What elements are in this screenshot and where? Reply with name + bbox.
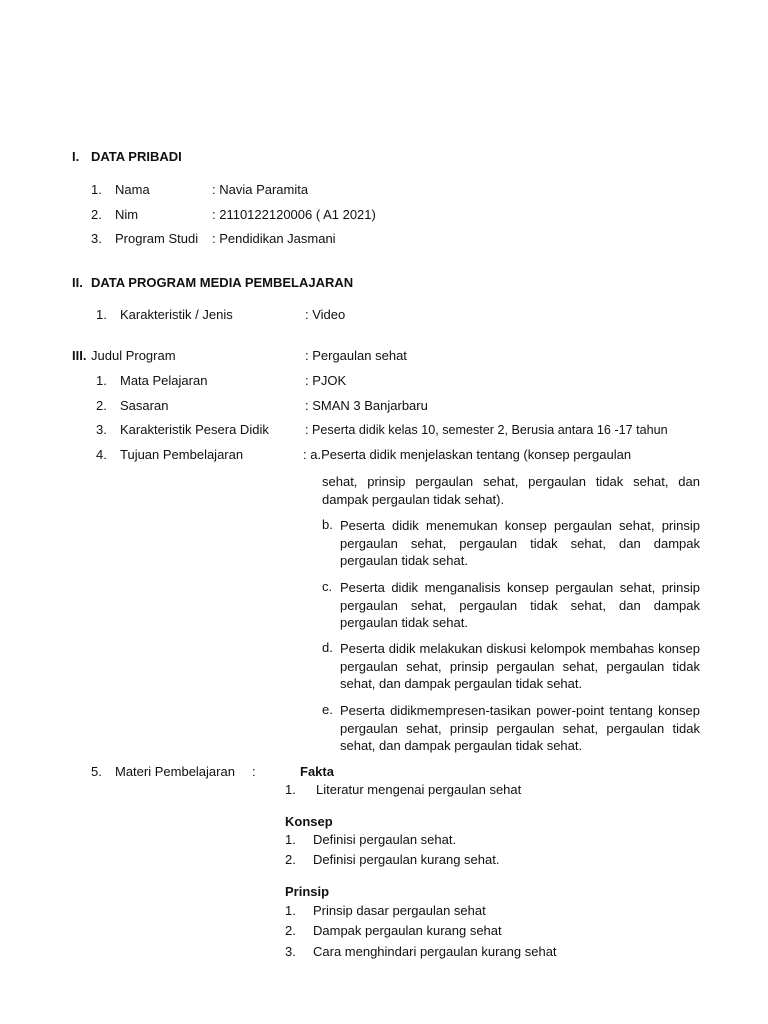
list-number: 2. — [285, 852, 296, 867]
field-value: : SMAN 3 Banjarbaru — [305, 398, 428, 413]
section-3-value: : Pergaulan sehat — [305, 348, 407, 363]
list-item: Definisi pergaulan sehat. — [313, 832, 457, 847]
item-number: 1. — [96, 307, 107, 322]
list-number: 1. — [285, 832, 296, 847]
field-value: : Navia Paramita — [212, 182, 309, 197]
list-item: Dampak pergaulan kurang sehat — [313, 923, 502, 938]
field-value: : PJOK — [305, 373, 347, 388]
field-label: Program Studi — [115, 231, 199, 246]
field-value: : Peserta didik kelas 10, semester 2, Berusia antara 16 -17 tahun — [305, 423, 668, 437]
item-number: 4. — [96, 447, 107, 462]
field-label: Karakteristik / Jenis — [120, 307, 233, 322]
field-label: Nama — [115, 182, 150, 197]
field-label: Karakteristik Pesera Didik — [120, 422, 269, 437]
field-value: : Video — [305, 307, 346, 322]
item-number: 2. — [91, 207, 102, 222]
section-3-label: Judul Program — [91, 348, 176, 363]
objective-letter: c. — [322, 579, 333, 594]
field-label: Sasaran — [120, 398, 169, 413]
item-number: 3. — [91, 231, 102, 246]
field-label: Tujuan Pembelajaran — [120, 447, 244, 462]
objective-letter: d. — [322, 640, 333, 655]
list-number: 1. — [285, 782, 296, 797]
objective-a-first-line: : a.Peserta didik menjelaskan tentang (konsep pergaulan — [303, 447, 632, 462]
item-number: 1. — [91, 182, 102, 197]
konsep-heading: Konsep — [285, 814, 333, 829]
objective-item: Peserta didik melakukan diskusi kelompok membahas konsep pergaulan sehat, prinsip pergaulan sehat, pergaulan tidak sehat, dan dampak pergaulan tidak sehat. — [340, 641, 700, 691]
objective-item: Peserta didik menemukan konsep pergaulan sehat, prinsip pergaulan sehat, pergaulan tidak sehat, dan dampak pergaulan tidak sehat. — [340, 518, 700, 568]
objective-letter: b. — [322, 517, 333, 532]
section-3-numeral: III. — [72, 348, 87, 363]
objective-a-continuation: sehat, prinsip pergaulan sehat, pergaulan tidak sehat, dan dampak pergaulan tidak sehat). — [322, 474, 700, 507]
list-item: Prinsip dasar pergaulan sehat — [313, 903, 486, 918]
field-label: Materi Pembelajaran — [115, 764, 235, 779]
section-2-numeral: II. — [72, 275, 83, 290]
field-label: Mata Pelajaran — [120, 373, 208, 388]
objective-item: Peserta didik menganalisis konsep pergaulan sehat, prinsip pergaulan sehat, pergaulan tidak sehat, dan dampak pergaulan tidak sehat. — [340, 580, 700, 630]
item-number: 1. — [96, 373, 107, 388]
item-number: 2. — [96, 398, 107, 413]
item-number: 3. — [96, 422, 107, 437]
section-1-title: DATA PRIBADI — [91, 149, 182, 164]
field-label: Nim — [115, 207, 139, 222]
list-item: Literatur mengenai pergaulan sehat — [316, 782, 522, 797]
field-value: : 2110122120006 ( A1 2021) — [212, 207, 376, 222]
item-number: 5. — [91, 764, 102, 779]
list-item: Cara menghindari pergaulan kurang sehat — [313, 944, 557, 959]
fakta-heading: Fakta — [300, 764, 334, 779]
section-1-numeral: I. — [72, 149, 80, 164]
prinsip-heading: Prinsip — [285, 884, 330, 899]
objective-item: Peserta didikmempresen-tasikan power-point tentang konsep pergaulan sehat, prinsip pergaulan sehat, pergaulan tidak sehat, dan dampak pergaulan tidak sehat. — [340, 703, 700, 753]
list-number: 1. — [285, 903, 296, 918]
section-2-title: DATA PROGRAM MEDIA PEMBELAJARAN — [91, 275, 354, 290]
list-item: Definisi pergaulan kurang sehat. — [313, 852, 500, 867]
list-number: 3. — [285, 944, 296, 959]
list-number: 2. — [285, 923, 296, 938]
objective-letter: e. — [322, 702, 333, 717]
field-colon: : — [252, 764, 256, 779]
field-value: : Pendidikan Jasmani — [212, 231, 336, 246]
